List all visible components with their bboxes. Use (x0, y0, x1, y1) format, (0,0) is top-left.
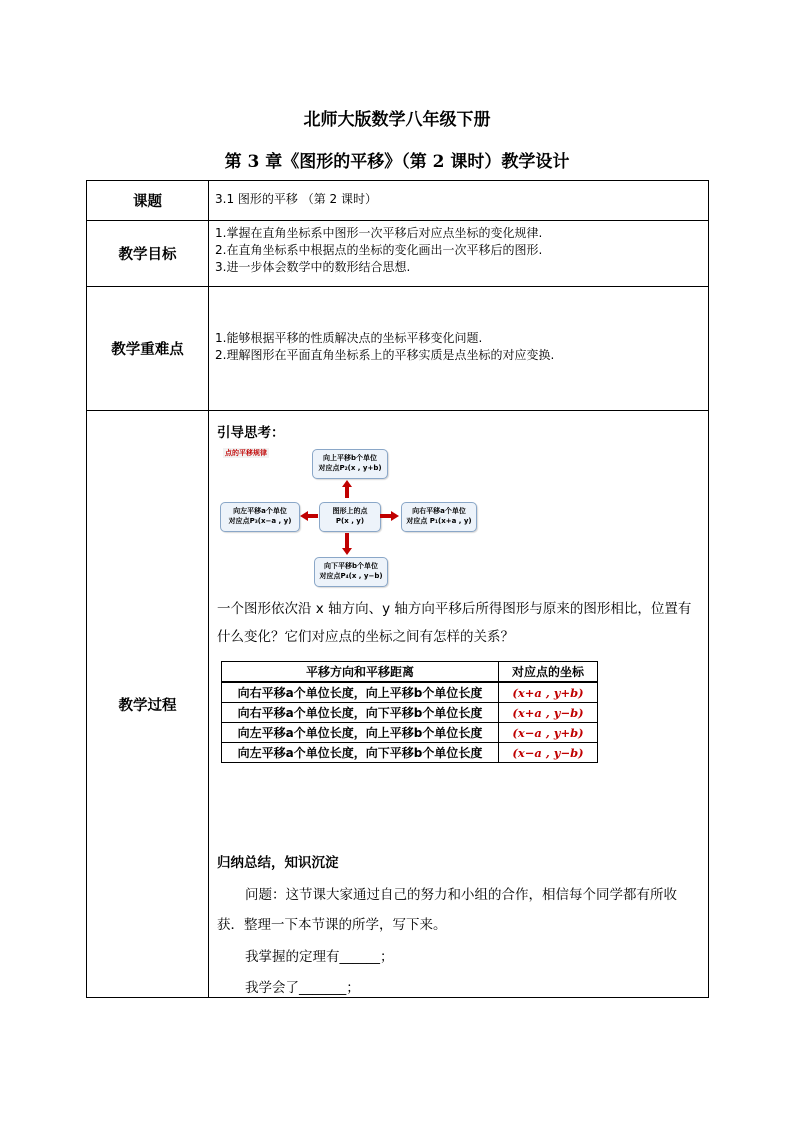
table-row (222, 682, 598, 703)
summary-line-1: 问题：这节课大家通过自己的努力和小组的合作，相信每个同学都有所收 (245, 887, 677, 903)
keypoints-cell (209, 287, 709, 411)
table-cell: (x−a , y−b) (499, 743, 598, 763)
table-header: 对应点的坐标 (499, 662, 598, 683)
lesson-plan-table (86, 180, 709, 998)
table-cell: (x−a , y+b) (499, 723, 598, 743)
keypoint-item: 2.理解图形在平面直角坐标系上的平移实质是点坐标的对应变换. (215, 348, 555, 362)
box-up: 向上平移b个单位 对应点P₂(x , y+b) (312, 449, 388, 479)
fill-in-learned: 我学会了_______； (245, 980, 360, 996)
arrow-left-icon (300, 511, 318, 521)
box-left: 向左平移a个单位 对应点P₃(x−a , y) (220, 502, 300, 532)
box-down: 向下平移b个单位 对应点P₄(x , y−b) (314, 557, 388, 587)
goal-item: 1.掌握在直角坐标系中图形一次平移后对应点坐标的变化规律. (215, 226, 543, 240)
table-row (222, 703, 598, 723)
question-line-1: 一个图形依次沿 x 轴方向、y 轴方向平移后所得图形与原来的图形相比，位置有 (217, 601, 692, 617)
arrow-down-icon (342, 533, 352, 555)
diagram-arrows (217, 447, 477, 589)
keypoint-item: 1.能够根据平移的性质解决点的坐标平移变化问题. (215, 331, 483, 345)
goal-item: 2.在直角坐标系中根据点的坐标的变化画出一次平移后的图形. (215, 243, 543, 257)
process-cell (209, 411, 709, 998)
diagram-tag: 点的平移规律 (225, 449, 267, 457)
document-title: 北师大版数学八年级下册 (303, 110, 491, 130)
topic-cell (209, 181, 709, 221)
fill-in-theorems: 我掌握的定理有______； (245, 949, 394, 965)
translation-diagram (217, 447, 477, 589)
table-cell: (x+a , y−b) (499, 703, 598, 723)
summary-heading: 归纳总结，知识沉淀 (217, 855, 339, 871)
topic-value: 3.1 图形的平移 （第 2 课时） (215, 192, 377, 206)
goals-cell (209, 221, 709, 287)
box-center: 图形上的点 P(x , y) (319, 502, 381, 532)
goals-label: 教学目标 (87, 221, 209, 287)
keypoints-label: 教学重难点 (87, 287, 209, 411)
question-line-2: 什么变化？它们对应点的坐标之间有怎样的关系？ (217, 629, 514, 645)
table-cell: 向左平移a个单位长度，向上平移b个单位长度 (222, 723, 499, 743)
topic-label: 课题 (87, 181, 209, 221)
process-label: 教学过程 (87, 411, 209, 998)
table-cell: 向右平移a个单位长度，向上平移b个单位长度 (222, 682, 499, 703)
translation-table (221, 661, 598, 763)
table-cell: (x+a , y+b) (499, 682, 598, 703)
intro-heading: 引导思考： (217, 425, 285, 441)
box-right: 向右平移a个单位 对应点 P₁(x+a , y) (401, 502, 477, 532)
table-row (222, 743, 598, 763)
arrow-up-icon (342, 480, 352, 498)
arrow-right-icon (380, 511, 399, 521)
table-row (222, 723, 598, 743)
table-cell: 向右平移a个单位长度，向下平移b个单位长度 (222, 703, 499, 723)
table-cell: 向左平移a个单位长度，向下平移b个单位长度 (222, 743, 499, 763)
summary-line-2: 获．整理一下本节课的所学，写下来。 (217, 917, 447, 933)
goal-item: 3.进一步体会数学中的数形结合思想. (215, 260, 411, 274)
table-header: 平移方向和平移距离 (222, 662, 499, 683)
document-subtitle: 第 3 章《图形的平移》（第 2 课时）教学设计 (224, 152, 570, 172)
